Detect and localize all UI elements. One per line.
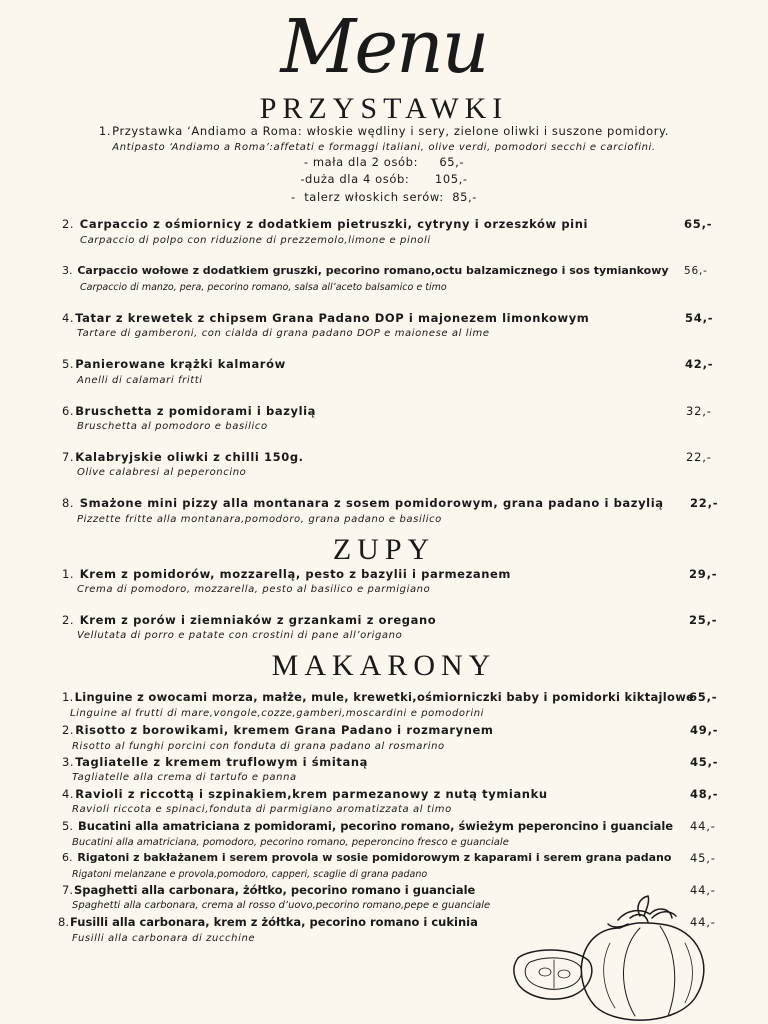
item-name-it: Tartare di gamberoni, con cialda di grana padano DOP e maionese al lime	[77, 328, 490, 339]
item-name-pl: Smażone mini pizzy alla montanara z sosem pomidorowym, grana padano i bazylią	[79, 496, 664, 510]
item-name-pl: Carpaccio wołowe z dodatkiem gruszki, pecorino romano,octu balzamicznego i sos tymiankowy	[77, 264, 669, 277]
item-name-it: Risotto al funghi porcini con fonduta di grana padano al rosmarino	[72, 741, 445, 752]
item-number: 8.	[58, 915, 69, 929]
item-name-it: Crema di pomodoro, mozzarella, pesto al basilico e parmigiano	[77, 584, 431, 595]
item-number: 4.	[62, 787, 75, 801]
section-heading-makarony: MAKARONY	[271, 649, 497, 682]
item-name-it: Olive calabresi al peperoncino	[77, 467, 247, 478]
item-number: 2.	[62, 613, 75, 627]
item-name-pl: Ravioli z riccottą i szpinakiem,krem parmezanowy z nutą tymianku	[75, 787, 548, 801]
item-name-pl: Bucatini alla amatriciana z pomidorami, pecorino romano, świeżym peperoncino i guanciale	[78, 819, 674, 833]
item-price: 65,-	[689, 690, 718, 704]
item-name-it: Anelli di calamari fritti	[77, 375, 203, 386]
item-number: 1.	[62, 690, 74, 704]
item-price: 65,-	[684, 217, 713, 231]
item-name-it: Antipasto ‘Andiamo a Roma’:affetati e formaggi italiani, olive verdi, pomodori secchi e carciofini.	[112, 142, 656, 153]
item-name-it: Carpaccio di polpo con riduzione di prezzemolo,limone e pinoli	[80, 235, 431, 246]
item-name-pl: Linguine z owocami morza, małże, mule, krewetki,ośmiorniczki baby i pomidorki kiktajlowe	[74, 690, 695, 704]
item-name-pl: Przystawka ‘Andiamo a Roma: włoskie wędliny i sery, zielone oliwki i suszone pomidory.	[112, 124, 670, 138]
item-number: 3.	[62, 264, 73, 277]
item-number: 7.	[62, 883, 73, 897]
item-price: 44,-	[690, 883, 716, 897]
item-option: -duża dla 4 osób: 105,-	[300, 172, 468, 186]
item-name-it: Rigatoni melanzane e provola,pomodoro, capperi, scaglie di grana padano	[72, 869, 428, 880]
item-name-it: Ravioli riccota e spinaci,fonduta di parmigiano aromatizzata al timo	[72, 804, 452, 815]
item-name-pl: Bruschetta z pomidorami i bazylią	[75, 404, 317, 418]
item-name-it: Fusilli alla carbonara di zucchine	[72, 933, 256, 944]
item-number: 2.	[62, 723, 75, 737]
item-number: 2.	[62, 217, 75, 231]
item-price: 42,-	[685, 357, 714, 371]
item-number: 5.	[62, 357, 75, 371]
item-name-pl: Risotto z borowikami, kremem Grana Padano i rozmarynem	[75, 723, 494, 737]
item-price: 45,-	[690, 851, 716, 865]
item-number: 6.	[62, 404, 75, 418]
item-number: 8.	[62, 496, 75, 510]
item-name-it: Bruschetta al pomodoro e basilico	[77, 421, 268, 432]
item-name-it: Linguine al frutti di mare,vongole,cozze,gamberi,moscardini e pomodorini	[70, 708, 485, 719]
section-heading-przystawki: PRZYSTAWKI	[259, 92, 509, 125]
item-name-pl: Krem z porów i ziemniaków z grzankami z oregano	[79, 613, 437, 627]
item-option: - mała dla 2 osób: 65,-	[303, 155, 465, 169]
item-name-it: Carpaccio di manzo, pera, pecorino romano, salsa all’aceto balsamico e timo	[80, 282, 447, 293]
item-number: 4.	[62, 311, 75, 325]
item-name-pl: Tagliatelle z kremem truflowym i śmitaną	[75, 755, 368, 769]
item-name-it: Spaghetti alla carbonara, crema al rosso d’uovo,pecorino romano,pepe e guanciale	[72, 900, 491, 911]
menu-item-przystawki-1	[0, 124, 768, 204]
item-price: 48,-	[690, 787, 719, 801]
tomato-illustration-icon	[500, 888, 730, 1024]
item-name-pl: Fusilli alla carbonara, krem z żółtka, pecorino romano i cukinia	[69, 915, 478, 929]
item-number: 5.	[62, 819, 73, 833]
menu-title: Menu	[280, 4, 488, 90]
item-number: 7.	[62, 450, 75, 464]
item-price: 22,-	[686, 450, 712, 464]
item-price: 29,-	[689, 567, 718, 581]
item-option: - talerz włoskich serów: 85,-	[290, 190, 478, 204]
item-number: 6.	[62, 851, 73, 864]
item-name-pl: Kalabryjskie oliwki z chilli 150g.	[75, 450, 304, 464]
section-heading-zupy: ZUPY	[332, 533, 436, 566]
item-name-it: Pizzette fritte alla montanara,pomodoro, grana padano e basilico	[77, 514, 442, 525]
item-price: 56,-	[684, 265, 708, 277]
item-price: 44,-	[690, 915, 716, 929]
item-price: 54,-	[685, 311, 714, 325]
item-name-pl: Panierowane krążki kalmarów	[75, 357, 286, 371]
item-number: 3.	[62, 755, 75, 769]
item-price: 44,-	[690, 819, 716, 833]
item-name-it: Tagliatelle alla crema di tartufo e panna	[72, 772, 297, 783]
item-price: 32,-	[686, 404, 712, 418]
item-price: 25,-	[689, 613, 718, 627]
item-name-pl: Rigatoni z bakłażanem i serem provola w sosie pomidorowym z kaparami i serem grana padano	[77, 851, 672, 864]
item-name-it: Vellutata di porro e patate con crostini di pane all’origano	[77, 630, 403, 641]
item-name-it: Bucatini alla amatriciana, pomodoro, pecorino romano, peperoncino fresco e guanciale	[72, 837, 509, 848]
item-price: 49,-	[690, 723, 719, 737]
item-name-pl: Spaghetti alla carbonara, żółtko, pecorino romano i guanciale	[73, 883, 476, 897]
item-number: 1.	[98, 124, 112, 138]
item-name-pl: Krem z pomidorów, mozzarellą, pesto z bazylii i parmezanem	[79, 567, 512, 581]
item-price: 45,-	[690, 755, 719, 769]
item-number: 1.	[62, 567, 75, 581]
item-name-pl: Tatar z krewetek z chipsem Grana Padano DOP i majonezem limonkowym	[75, 311, 590, 325]
item-name-pl: Carpaccio z ośmiornicy z dodatkiem pietruszki, cytryny i orzeszków pini	[79, 217, 589, 231]
item-price: 22,-	[690, 496, 719, 510]
